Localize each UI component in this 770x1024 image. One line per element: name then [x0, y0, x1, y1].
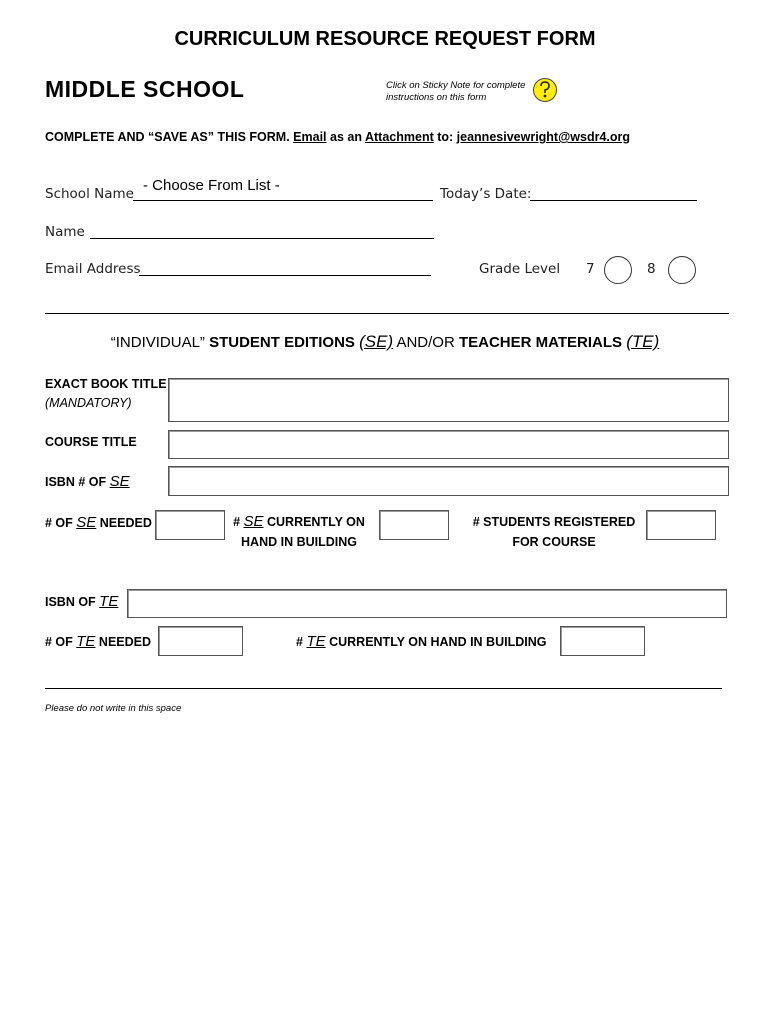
te-needed-label — [45, 633, 151, 650]
divider-top — [45, 313, 729, 314]
mandatory-note: (MANDATORY) — [45, 396, 132, 410]
te-needed-prefix: # OF — [45, 635, 77, 649]
isbn-se-prefix: ISBN # OF — [45, 475, 110, 489]
instr-part-2: as an — [326, 130, 365, 144]
school-name-line — [133, 200, 433, 201]
se-on-hand-prefix: # — [233, 515, 244, 529]
se-needed-abbr: SE — [76, 514, 97, 531]
grade-8-radio[interactable] — [668, 256, 696, 284]
name-field[interactable] — [90, 238, 434, 239]
andor-word: AND/OR — [393, 334, 459, 351]
te-on-hand-prefix: # — [296, 635, 307, 649]
key-question-icon — [538, 81, 552, 99]
office-use-note: Please do not write in this space — [45, 703, 182, 714]
se-needed-prefix: # OF — [45, 516, 77, 530]
te-abbr: (TE) — [626, 332, 660, 351]
students-registered-line-2: FOR COURSE — [512, 535, 596, 549]
se-on-hand-input[interactable] — [379, 510, 449, 540]
attachment-word: Attachment — [364, 130, 434, 144]
course-title-label: COURSE TITLE — [45, 435, 137, 449]
course-title-input[interactable] — [168, 430, 729, 459]
isbn-se-input[interactable] — [168, 466, 729, 496]
sticky-note-instructions — [386, 80, 531, 104]
se-abbr: (SE) — [359, 332, 394, 351]
submission-instructions — [45, 130, 630, 144]
todays-date-label: Today’s Date: — [440, 186, 532, 202]
grade-7-label: 7 — [586, 261, 595, 277]
te-needed-abbr: TE — [76, 633, 96, 650]
grade-7-radio[interactable] — [604, 256, 632, 284]
school-name-label: School Name — [45, 186, 134, 202]
students-registered-line-1: # STUDENTS REGISTERED — [472, 515, 636, 529]
email-address-field[interactable] — [139, 275, 431, 276]
instr-part-3: to: — [433, 130, 457, 144]
se-on-hand-line-1 — [228, 512, 370, 532]
isbn-se-abbr: SE — [109, 473, 130, 490]
isbn-se-label — [45, 473, 130, 490]
todays-date-field[interactable] — [530, 200, 697, 201]
exact-book-title-input[interactable] — [168, 378, 729, 422]
sticky-note-line-1: Click on Sticky Note for complete — [386, 80, 526, 91]
email-word: Email — [293, 130, 327, 144]
sticky-note-line-2: instructions on this form — [386, 92, 487, 103]
isbn-te-prefix: ISBN OF — [45, 595, 100, 609]
email-address-label: Email Address — [45, 261, 141, 277]
divider-bottom — [45, 688, 722, 689]
se-on-hand-currently: CURRENTLY ON — [263, 515, 365, 529]
isbn-te-label — [45, 593, 118, 610]
se-needed-input[interactable] — [155, 510, 225, 540]
te-on-hand-suffix: CURRENTLY ON HAND IN BUILDING — [325, 635, 547, 649]
se-on-hand-line-2: HAND IN BUILDING — [241, 535, 357, 549]
isbn-te-abbr: TE — [99, 593, 119, 610]
student-editions-label: STUDENT EDITIONS — [209, 334, 360, 351]
school-level-heading: MIDDLE SCHOOL — [45, 76, 245, 102]
students-registered-input[interactable] — [646, 510, 716, 540]
te-on-hand-abbr: TE — [306, 633, 326, 650]
se-on-hand-label — [228, 512, 370, 552]
isbn-te-input[interactable] — [127, 589, 727, 618]
section-heading — [0, 332, 770, 352]
email-address-link[interactable]: jeannesivewright@wsdr4.org — [456, 130, 631, 144]
se-on-hand-abbr: SE — [243, 513, 264, 530]
grade-level-label: Grade Level — [479, 261, 561, 277]
te-needed-input[interactable] — [158, 626, 243, 656]
te-needed-suffix: NEEDED — [95, 635, 152, 649]
instr-part-1: COMPLETE AND “SAVE AS” THIS FORM. — [45, 130, 294, 144]
students-registered-label — [466, 512, 642, 552]
se-needed-label — [45, 514, 152, 531]
sticky-note-icon[interactable] — [533, 78, 557, 102]
te-on-hand-label — [296, 633, 546, 650]
te-on-hand-input[interactable] — [560, 626, 645, 656]
name-label: Name — [45, 224, 85, 240]
teacher-materials-label: TEACHER MATERIALS — [458, 334, 627, 351]
se-needed-suffix: NEEDED — [96, 516, 152, 530]
school-name-dropdown[interactable]: - Choose From List - — [143, 177, 280, 194]
individual-word: “INDIVIDUAL” — [110, 334, 210, 351]
exact-book-title-label: EXACT BOOK TITLE — [45, 377, 167, 391]
form-title: CURRICULUM RESOURCE REQUEST FORM — [174, 28, 596, 50]
grade-8-label: 8 — [647, 261, 656, 277]
